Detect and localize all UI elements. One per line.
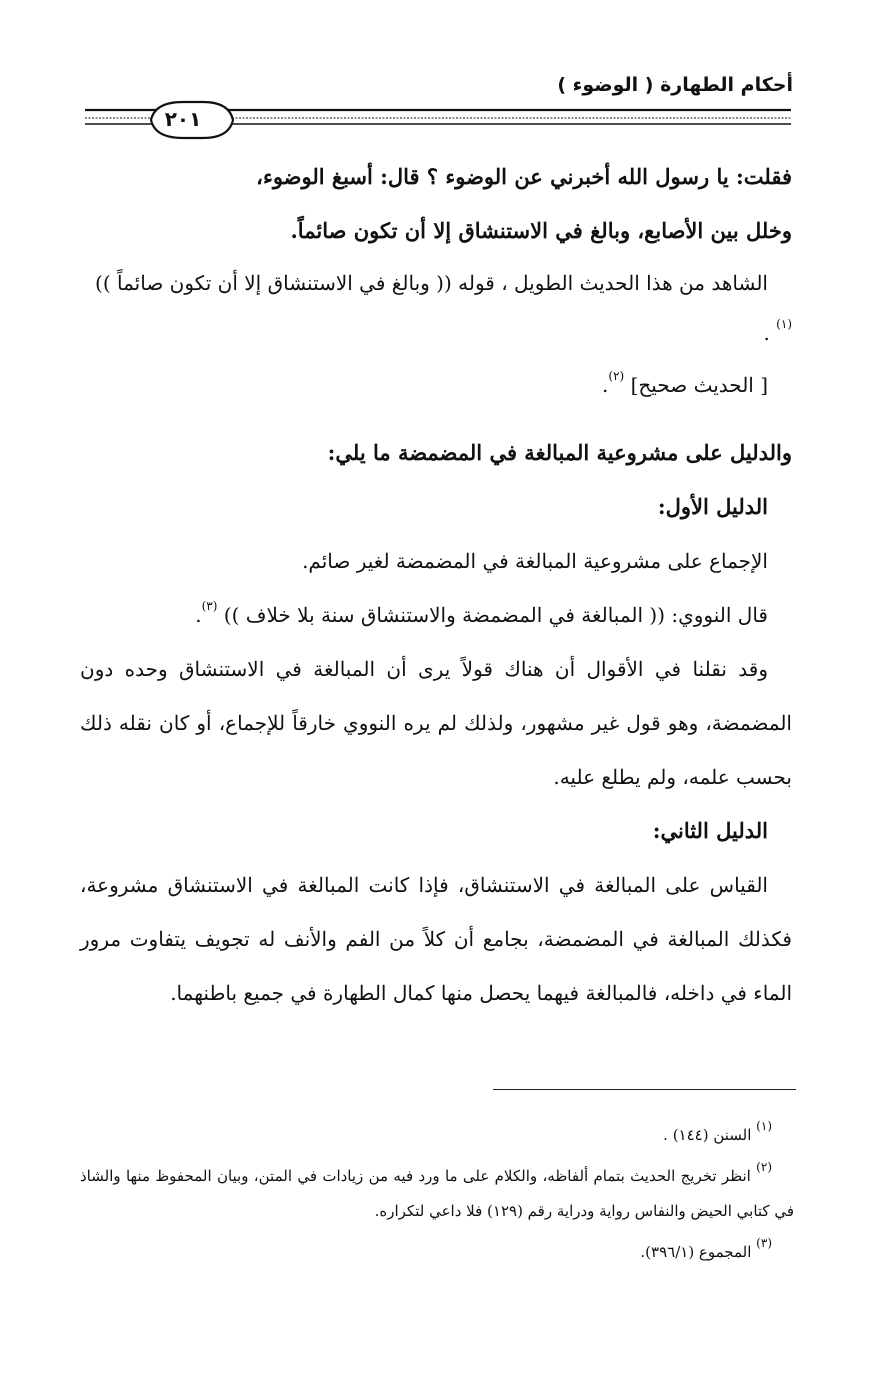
page-number: ٢٠١: [164, 107, 202, 131]
footnotes: [80, 1118, 794, 1276]
evidence-1-heading: الدليل الأول:: [657, 494, 768, 519]
footnote-1-text: السنن (١٤٤) .: [663, 1126, 757, 1144]
witness-end: .: [763, 321, 777, 345]
grading-text: [ الحديث صحيح]: [630, 373, 768, 397]
footnote-2-text: انظر تخريج الحديث بتمام ألفاظه، والكلام على ما ورد فيه من زيادات في المتن، وبيان المحفوظ منها والشاذ في كتابي الحيض والنفاس رواية ودراية رقم (١٢٩) فلا داعي لتكراره.: [80, 1167, 794, 1220]
grading-end: .: [602, 373, 609, 397]
section-heading: والدليل على مشروعية المبالغة في المضمضة ما يلي:: [327, 440, 792, 465]
evidence-2-text: القياس على المبالغة في الاستنشاق، فإذا كانت المبالغة في الاستنشاق مشروعة، فكذلك المبالغة في المضمضة، بجامع أن كلاً من الفم والأنف له تجويف يتفاوت مرور الماء في داخله، فالمبالغة فيهما يحصل منها كمال الطهارة في جميع باطنهما.: [80, 873, 792, 1005]
footnote-3-text: المجموع (٣٩٦/١).: [640, 1243, 757, 1261]
nawawi-quote: [80, 588, 792, 642]
grading-line: [80, 358, 792, 412]
nawawi-end: .: [195, 603, 202, 627]
footnote-1-marker: (١): [756, 1119, 772, 1133]
evidence-2-heading: الدليل الثاني:: [652, 818, 768, 843]
footnote-ref-2[interactable]: (٢): [608, 369, 625, 384]
witness-text: الشاهد من هذا الحديث الطويل ، قوله (( وبالغ في الاستنشاق إلا أن تكون صائماً )): [95, 271, 768, 295]
footnote-separator: [493, 1089, 796, 1090]
evidence-1-discussion: وقد نقلنا في الأقوال أن هناك قولاً يرى أن المبالغة في الاستنشاق وحده دون المضمضة، وهو قول غير مشهور، ولذلك لم يره النووي خارقاً للإجماع، أو كان نقله ذلك بحسب علمه، ولم يطلع عليه.: [80, 657, 792, 789]
evidence-1-text: الإجماع على مشروعية المبالغة في المضمضة لغير صائم.: [302, 549, 768, 573]
footnote-3-marker: (٣): [756, 1236, 772, 1250]
running-title: أحكام الطهارة ( الوضوء ): [557, 74, 793, 96]
witness-paragraph: [80, 258, 792, 358]
footnote-2-marker: (٢): [756, 1160, 772, 1174]
footnote-1: [80, 1118, 794, 1153]
footnote-ref-3[interactable]: (٣): [201, 599, 218, 614]
nawawi-text: قال النووي: (( المبالغة في المضمضة والاستنشاق سنة بلا خلاف )): [223, 603, 768, 627]
footnote-ref-1[interactable]: (١): [776, 317, 792, 332]
page-body: [80, 150, 792, 1020]
hadith-line-2: وخلل بين الأصابع، وبالغ في الاستنشاق إلا أن تكون صائماً.: [290, 218, 792, 243]
footnote-3: [80, 1235, 794, 1270]
hadith-line-1: فقلت: يا رسول الله أخبرني عن الوضوء ؟ قال: أسبغ الوضوء،: [256, 164, 792, 189]
footnote-2: [80, 1159, 794, 1229]
